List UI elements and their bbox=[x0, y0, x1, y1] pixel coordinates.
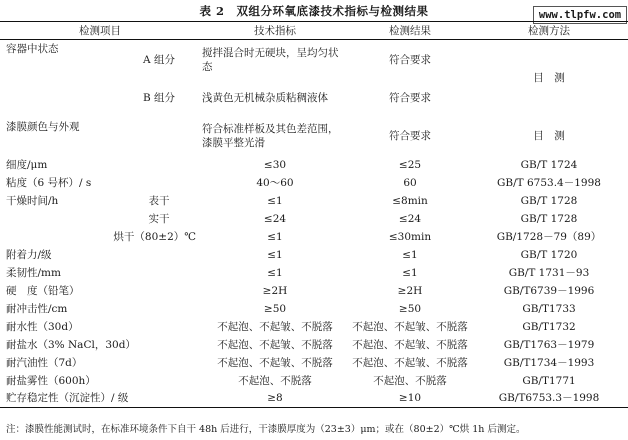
row-result: ≤1 bbox=[402, 248, 418, 261]
header-result: 检测结果 bbox=[350, 22, 470, 40]
row-method: GB/T 1720 bbox=[520, 248, 578, 261]
header-item: 检测项目 bbox=[0, 22, 200, 40]
row-result: ≥10 bbox=[350, 390, 470, 408]
table-row bbox=[0, 174, 628, 192]
row-spec: ≤24 bbox=[263, 212, 287, 225]
row-method: GB/T1732 bbox=[522, 320, 576, 333]
row-item: 耐冲击性/cm bbox=[6, 302, 68, 315]
table-row bbox=[0, 390, 628, 408]
table-row bbox=[0, 156, 628, 174]
table-footnote: 注：漆膜性能测试时，在标准环境条件下自干 48h 后进行，干漆膜厚度为（23±3）μm；或在（80±2）℃烘 1h 后测定。 bbox=[6, 424, 526, 435]
row-item: 柔韧性/mm bbox=[6, 266, 61, 279]
row-method: GB/T1771 bbox=[522, 374, 576, 387]
row-result: 60 bbox=[403, 176, 417, 189]
row-subitem: 表干 bbox=[148, 194, 170, 207]
row-method: GB/T 1728 bbox=[520, 194, 578, 207]
row-result: 不起泡、不起皱、不脱落 bbox=[352, 320, 468, 333]
row-spec: 浅黄色无机械杂质粘稠液体 bbox=[202, 91, 328, 104]
row-subitem: B 组分 bbox=[142, 91, 176, 104]
table-title: 表 2 双组分环氧底漆技术指标与检测结果 bbox=[199, 4, 429, 18]
row-item: 硬 度（铅笔） bbox=[6, 284, 80, 297]
row-spec: 搅拌混合时无硬块，呈均匀状态 bbox=[202, 46, 339, 73]
row-method: GB/T6753.3－1998 bbox=[470, 390, 628, 408]
row-spec: ≤30 bbox=[263, 158, 287, 171]
row-method: GB/T 6753.4－1998 bbox=[497, 176, 601, 189]
row-method: GB/1728－79（89） bbox=[496, 230, 602, 243]
row-spec: 符合标准样板及其色差范围，漆膜平整光滑 bbox=[202, 122, 339, 149]
row-result: ≤1 bbox=[402, 266, 418, 279]
header-method: 检测方法 bbox=[470, 22, 628, 40]
row-item: 耐盐水（3% NaCl，30d） bbox=[6, 338, 136, 351]
row-result: 不起泡、不脱落 bbox=[373, 374, 447, 387]
row-item: 附着力/级 bbox=[6, 248, 52, 261]
table-row bbox=[0, 210, 628, 228]
row-spec: 40～60 bbox=[256, 176, 294, 189]
row-method: GB/T1734－1993 bbox=[503, 356, 595, 369]
row-result: ≥2H bbox=[397, 284, 423, 297]
row-result: ≥50 bbox=[398, 302, 422, 315]
row-spec: ≥50 bbox=[263, 302, 287, 315]
row-spec: ≤1 bbox=[267, 248, 283, 261]
table-row bbox=[0, 300, 628, 318]
row-method: GB/T1763－1979 bbox=[503, 338, 595, 351]
row-spec: ≤1 bbox=[267, 194, 283, 207]
row-item: 贮存稳定性（沉淀性）/ 级 bbox=[0, 390, 200, 408]
table-row bbox=[0, 372, 628, 390]
row-method: 目 测 bbox=[533, 71, 565, 84]
row-spec: 不起泡、不起皱、不脱落 bbox=[217, 338, 333, 351]
row-result: 符合要求 bbox=[389, 129, 431, 142]
row-item: 耐盐雾性（600h） bbox=[6, 374, 96, 387]
row-item: 干燥时间/h bbox=[6, 194, 59, 207]
row-method: 目 测 bbox=[533, 129, 565, 142]
spec-table bbox=[0, 21, 628, 408]
row-method: GB/T1733 bbox=[522, 302, 576, 315]
table-row bbox=[0, 192, 628, 210]
table-row bbox=[0, 228, 628, 246]
row-item: 粘度（6 号杯）/ s bbox=[6, 176, 92, 189]
row-item: 容器中状态 bbox=[6, 43, 59, 55]
row-method: GB/T6739－1996 bbox=[503, 284, 595, 297]
row-method: GB/T 1731－93 bbox=[508, 266, 590, 279]
row-subitem: 实干 bbox=[148, 212, 170, 225]
row-spec: 不起泡、不起皱、不脱落 bbox=[217, 356, 333, 369]
row-result: 符合要求 bbox=[389, 91, 431, 104]
table-row bbox=[0, 246, 628, 264]
row-subitem: A 组分 bbox=[143, 53, 175, 66]
row-item: 漆膜颜色与外观 bbox=[6, 120, 80, 133]
row-item: 耐水性（30d） bbox=[6, 320, 79, 333]
table-row bbox=[0, 282, 628, 300]
row-method: GB/T 1724 bbox=[520, 158, 578, 171]
row-result: 不起泡、不起皱、不脱落 bbox=[352, 356, 468, 369]
site-watermark: www.tlpfw.com bbox=[533, 6, 627, 24]
header-spec: 技术指标 bbox=[200, 22, 350, 40]
table-row bbox=[0, 354, 628, 372]
row-spec: 不起泡、不脱落 bbox=[238, 374, 312, 387]
row-subitem: 烘干（80±2）℃ bbox=[113, 230, 196, 243]
row-item: 耐汽油性（7d） bbox=[6, 356, 83, 369]
table-row bbox=[0, 40, 628, 80]
table-row bbox=[0, 116, 628, 156]
table-header-row bbox=[0, 22, 628, 40]
row-item: 细度/μm bbox=[6, 158, 48, 171]
table-row bbox=[0, 336, 628, 354]
table-row bbox=[0, 264, 628, 282]
row-result: ≤25 bbox=[398, 158, 422, 171]
row-spec: ≤1 bbox=[267, 230, 283, 243]
row-result: ≤30min bbox=[388, 230, 432, 243]
row-spec: ≥2H bbox=[262, 284, 288, 297]
row-result: ≤8min bbox=[392, 194, 428, 207]
row-result: 符合要求 bbox=[389, 53, 431, 66]
row-spec: ≤1 bbox=[267, 266, 283, 279]
row-spec: ≥8 bbox=[200, 390, 350, 408]
row-result: 不起泡、不起皱、不脱落 bbox=[352, 338, 468, 351]
row-method: GB/T 1728 bbox=[520, 212, 578, 225]
row-spec: 不起泡、不起皱、不脱落 bbox=[217, 320, 333, 333]
row-result: ≤24 bbox=[398, 212, 422, 225]
table-row bbox=[0, 318, 628, 336]
